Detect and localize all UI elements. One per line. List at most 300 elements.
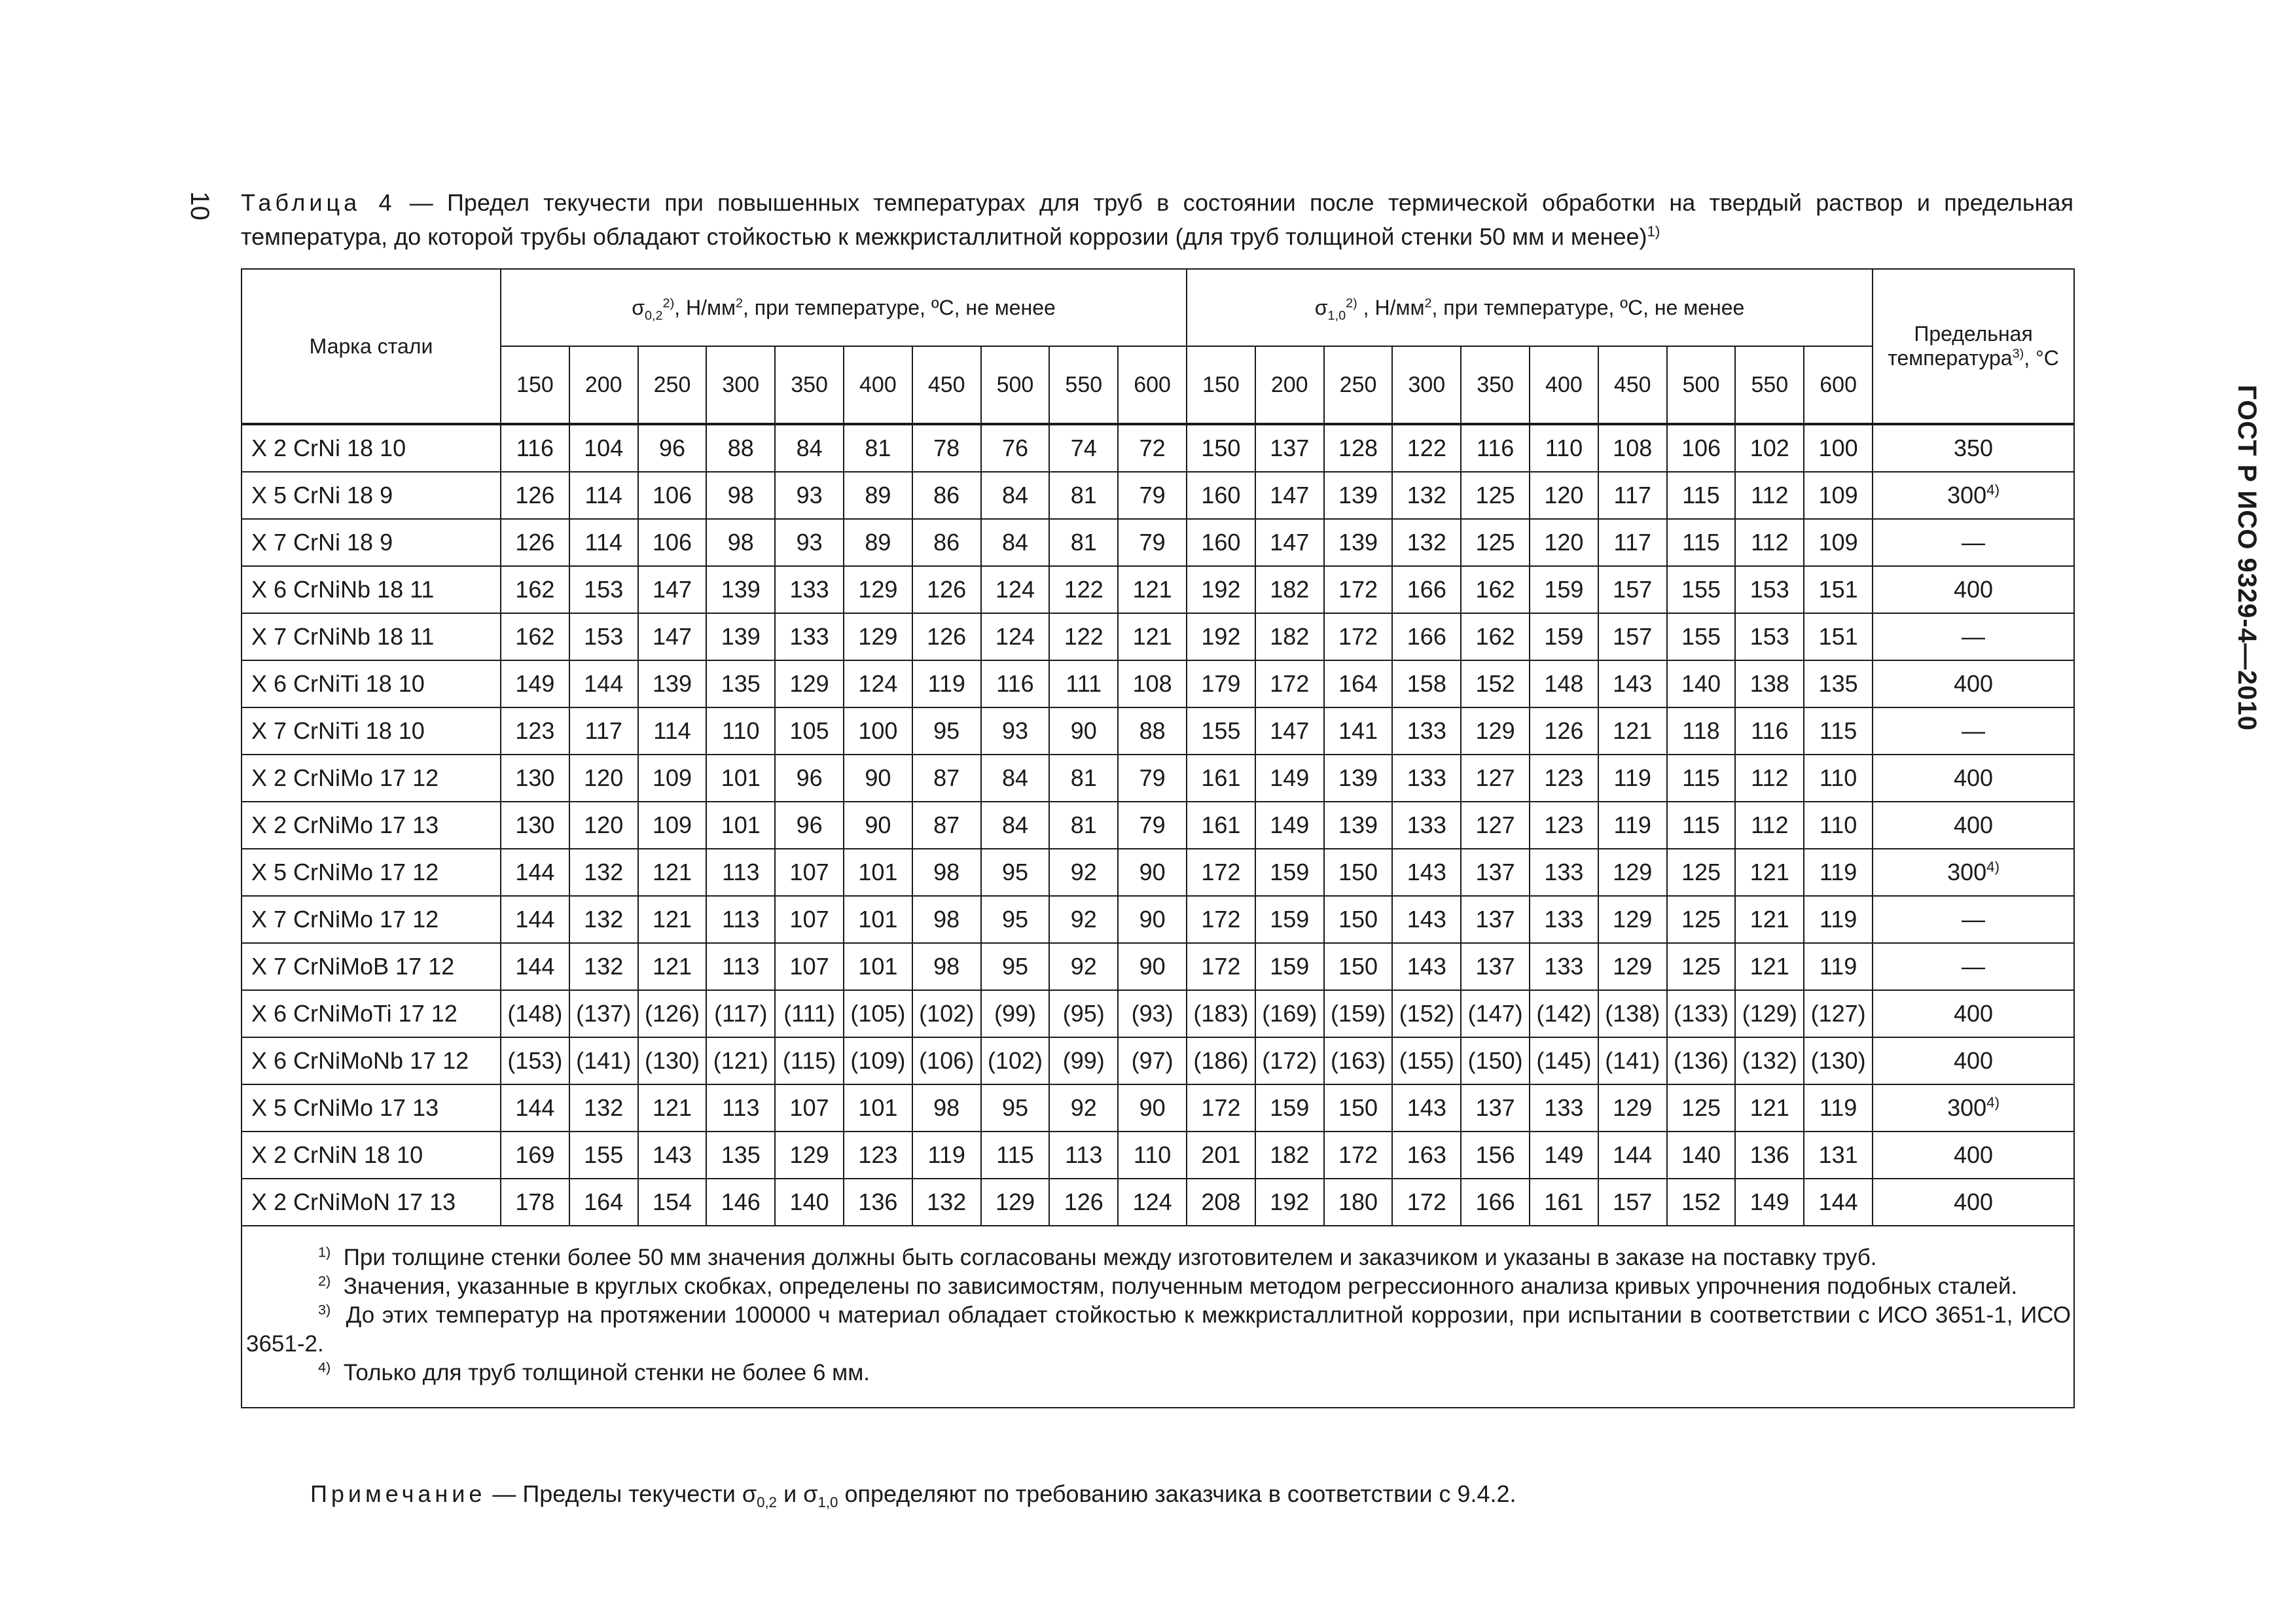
s02-value-cell: 72 <box>1118 424 1187 472</box>
steel-grade-cell: X 6 CrNiMoNb 17 12 <box>242 1037 501 1084</box>
limit-temperature-cell: 400 <box>1873 802 2074 849</box>
s02-value-cell: 78 <box>912 424 981 472</box>
s10-value-cell: 115 <box>1667 802 1736 849</box>
s02-value-cell: 143 <box>638 1132 707 1179</box>
s10-value-cell: 119 <box>1598 802 1667 849</box>
s02-value-cell: 90 <box>844 802 912 849</box>
limit-temperature-cell: — <box>1873 896 2074 943</box>
s10-value-cell: 126 <box>1530 707 1598 755</box>
s10-value-cell: 182 <box>1255 1132 1324 1179</box>
s10-value-cell: 137 <box>1461 849 1530 896</box>
s10-value-cell: 172 <box>1324 566 1393 613</box>
s02-value-cell: 178 <box>501 1179 569 1226</box>
s02-value-cell: 122 <box>1049 613 1118 660</box>
s02-value-cell: 93 <box>775 472 844 519</box>
steel-grade-cell: X 5 CrNiMo 17 13 <box>242 1084 501 1132</box>
s10-value-cell: 137 <box>1461 1084 1530 1132</box>
s02-value-cell: 101 <box>844 943 912 990</box>
s10-value-cell: 151 <box>1804 613 1873 660</box>
s02-value-cell: 162 <box>501 613 569 660</box>
s10-value-cell: 159 <box>1255 896 1324 943</box>
s10-value-cell: 121 <box>1735 896 1804 943</box>
s10-value-cell: 150 <box>1324 849 1393 896</box>
s02-value-cell: 153 <box>569 613 638 660</box>
s10-value-cell: 158 <box>1392 660 1461 707</box>
s10-value-cell: 155 <box>1667 566 1736 613</box>
document-title-vertical: ГОСТ Р ИСО 9329-4—2010 <box>2232 385 2261 731</box>
s10-value-cell: 133 <box>1392 802 1461 849</box>
s02-value-cell: 135 <box>706 1132 775 1179</box>
s02-value-cell: 86 <box>912 519 981 566</box>
s02-value-cell: 98 <box>912 849 981 896</box>
s02-value-cell: 95 <box>981 896 1050 943</box>
s02-value-cell: 114 <box>569 472 638 519</box>
s10-value-cell: 110 <box>1530 424 1598 472</box>
s02-value-cell: 84 <box>981 755 1050 802</box>
s02-value-cell: 104 <box>569 424 638 472</box>
s02-value-cell: 126 <box>501 472 569 519</box>
s02-value-cell: 93 <box>775 519 844 566</box>
s02-value-cell: 110 <box>706 707 775 755</box>
s02-value-cell: 113 <box>706 896 775 943</box>
s10-value-cell: 192 <box>1187 613 1255 660</box>
s02-value-cell: 81 <box>1049 755 1118 802</box>
s10-value-cell: 117 <box>1598 472 1667 519</box>
temp-header-s10-150: 150 <box>1187 346 1255 424</box>
header-temperatures-row <box>242 346 2074 424</box>
steel-grade-cell: X 2 CrNiMo 17 13 <box>242 802 501 849</box>
table-row <box>242 990 2074 1037</box>
s02-value-cell: (93) <box>1118 990 1187 1037</box>
s02-value-cell: 144 <box>569 660 638 707</box>
s10-value-cell: 149 <box>1530 1132 1598 1179</box>
s10-value-cell: 143 <box>1598 660 1667 707</box>
s10-value-cell: 180 <box>1324 1179 1393 1226</box>
s10-value-cell: (133) <box>1667 990 1736 1037</box>
steel-grade-cell: X 7 CrNiMoB 17 12 <box>242 943 501 990</box>
s10-value-cell: 121 <box>1735 849 1804 896</box>
s10-value-cell: 161 <box>1187 755 1255 802</box>
s10-value-cell: 108 <box>1598 424 1667 472</box>
s10-value-cell: 129 <box>1598 896 1667 943</box>
s10-value-cell: (141) <box>1598 1037 1667 1084</box>
s02-value-cell: 98 <box>706 472 775 519</box>
s10-value-cell: 133 <box>1530 943 1598 990</box>
s10-value-cell: (169) <box>1255 990 1324 1037</box>
s10-value-cell: 139 <box>1324 519 1393 566</box>
temp-header-s10-450: 450 <box>1598 346 1667 424</box>
s02-value-cell: 90 <box>1118 943 1187 990</box>
s10-value-cell: 172 <box>1324 1132 1393 1179</box>
limit-temperature-cell: 300$^{4)}$ <box>1873 472 2074 519</box>
s02-value-cell: 140 <box>775 1179 844 1226</box>
temp-header-s10-400: 400 <box>1530 346 1598 424</box>
s02-value-cell: 115 <box>981 1132 1050 1179</box>
s10-value-cell: 119 <box>1804 849 1873 896</box>
temp-header-s02-200: 200 <box>569 346 638 424</box>
s10-value-cell: 115 <box>1667 755 1736 802</box>
s02-value-cell: 84 <box>775 424 844 472</box>
temp-header-s10-500: 500 <box>1667 346 1736 424</box>
limit-temperature-cell: 400 <box>1873 1179 2074 1226</box>
s02-value-cell: (109) <box>844 1037 912 1084</box>
s02-value-cell: 124 <box>981 566 1050 613</box>
limit-temperature-cell: — <box>1873 943 2074 990</box>
s10-value-cell: 159 <box>1530 566 1598 613</box>
table-row <box>242 943 2074 990</box>
s10-value-cell: 153 <box>1735 566 1804 613</box>
s02-value-cell: 111 <box>1049 660 1118 707</box>
s02-value-cell: 132 <box>569 849 638 896</box>
s10-value-cell: 140 <box>1667 660 1736 707</box>
table-row <box>242 755 2074 802</box>
s10-value-cell: 119 <box>1804 1084 1873 1132</box>
s10-value-cell: 110 <box>1804 802 1873 849</box>
s10-value-cell: 149 <box>1735 1179 1804 1226</box>
s10-value-cell: 155 <box>1187 707 1255 755</box>
s10-value-cell: 144 <box>1598 1132 1667 1179</box>
s10-value-cell: (130) <box>1804 1037 1873 1084</box>
limit-temperature-cell: — <box>1873 519 2074 566</box>
header-row-1 <box>242 269 2074 346</box>
s10-value-cell: 125 <box>1667 1084 1736 1132</box>
temp-header-s02-550: 550 <box>1049 346 1118 424</box>
s10-value-cell: (150) <box>1461 1037 1530 1084</box>
s02-value-cell: 132 <box>569 943 638 990</box>
s10-value-cell: 179 <box>1187 660 1255 707</box>
s10-value-cell: 117 <box>1598 519 1667 566</box>
s02-value-cell: 106 <box>638 519 707 566</box>
s02-value-cell: 129 <box>844 613 912 660</box>
s10-value-cell: 159 <box>1255 943 1324 990</box>
steel-grade-cell: X 7 CrNi 18 9 <box>242 519 501 566</box>
s10-value-cell: 109 <box>1804 519 1873 566</box>
s02-value-cell: (99) <box>981 990 1050 1037</box>
s10-value-cell: 119 <box>1804 943 1873 990</box>
s10-value-cell: 139 <box>1324 755 1393 802</box>
s02-value-cell: 101 <box>844 1084 912 1132</box>
temp-header-s02-350: 350 <box>775 346 844 424</box>
s10-value-cell: 139 <box>1324 472 1393 519</box>
s02-value-cell: 105 <box>775 707 844 755</box>
s02-value-cell: 79 <box>1118 802 1187 849</box>
s10-value-cell: 127 <box>1461 755 1530 802</box>
s10-value-cell: 100 <box>1804 424 1873 472</box>
s02-value-cell: 119 <box>912 660 981 707</box>
s02-value-cell: 98 <box>912 943 981 990</box>
s10-value-cell: 125 <box>1461 472 1530 519</box>
table-row <box>242 802 2074 849</box>
s02-value-cell: (117) <box>706 990 775 1037</box>
s02-value-cell: 135 <box>706 660 775 707</box>
s02-value-cell: 113 <box>706 849 775 896</box>
s10-value-cell: 156 <box>1461 1132 1530 1179</box>
s02-value-cell: 101 <box>706 755 775 802</box>
s10-value-cell: 116 <box>1735 707 1804 755</box>
s02-value-cell: 130 <box>501 755 569 802</box>
footnote-1: $^{1)}$ При толщине стенки более 50 мм значения должны быть согласованы между изготовителем и заказчиком и указаны в заказе на поставку труб. <box>318 1243 1877 1270</box>
s10-value-cell: 106 <box>1667 424 1736 472</box>
s10-value-cell: 132 <box>1392 519 1461 566</box>
s02-value-cell: 114 <box>569 519 638 566</box>
note-label: Примечание <box>310 1480 486 1507</box>
s10-value-cell: 151 <box>1804 566 1873 613</box>
s10-value-cell: 112 <box>1735 519 1804 566</box>
s10-value-cell: 159 <box>1255 1084 1324 1132</box>
s02-value-cell: (102) <box>981 1037 1050 1084</box>
s02-value-cell: 113 <box>706 943 775 990</box>
caption-text: — Предел текучести при повышенных температурах для труб в состоянии после термической обработки на твердый раствор и предельная температура, до которой трубы обладают стойкостью к межкристаллитной коррозии (для труб толщиной стенки 50 мм и менее) <box>241 189 2073 250</box>
s02-value-cell: 74 <box>1049 424 1118 472</box>
temp-header-s10-550: 550 <box>1735 346 1804 424</box>
s10-value-cell: 150 <box>1324 896 1393 943</box>
s10-value-cell: 119 <box>1804 896 1873 943</box>
s10-value-cell: 137 <box>1255 424 1324 472</box>
s02-value-cell: 169 <box>501 1132 569 1179</box>
steel-grade-cell: X 6 CrNiNb 18 11 <box>242 566 501 613</box>
s02-value-cell: 129 <box>981 1179 1050 1226</box>
s10-value-cell: 143 <box>1392 943 1461 990</box>
s10-value-cell: 162 <box>1461 566 1530 613</box>
s02-value-cell: 93 <box>981 707 1050 755</box>
s10-value-cell: 140 <box>1667 1132 1736 1179</box>
temp-header-s02-500: 500 <box>981 346 1050 424</box>
table-row <box>242 707 2074 755</box>
s02-value-cell: 126 <box>501 519 569 566</box>
s02-value-cell: 132 <box>569 1084 638 1132</box>
header-sigma-10: $\sigma_{1,0}^{2)}$ , $Н/мм^2$, при температуре, ºС, не менее <box>1187 269 1873 346</box>
s10-value-cell: 172 <box>1324 613 1393 660</box>
steel-grade-cell: X 2 CrNiN 18 10 <box>242 1132 501 1179</box>
s10-value-cell: 149 <box>1255 802 1324 849</box>
s02-value-cell: (137) <box>569 990 638 1037</box>
s02-value-cell: 81 <box>844 424 912 472</box>
s02-value-cell: 90 <box>1118 1084 1187 1132</box>
s10-value-cell: 164 <box>1324 660 1393 707</box>
s02-value-cell: 87 <box>912 755 981 802</box>
temp-header-s02-450: 450 <box>912 346 981 424</box>
s02-value-cell: 149 <box>501 660 569 707</box>
s10-value-cell: 118 <box>1667 707 1736 755</box>
s02-value-cell: 89 <box>844 519 912 566</box>
limit-footnote-ref: 4) <box>1986 859 2000 875</box>
s02-value-cell: (111) <box>775 990 844 1037</box>
s10-value-cell: 149 <box>1255 755 1324 802</box>
s02-value-cell: 84 <box>981 519 1050 566</box>
s10-value-cell: 138 <box>1735 660 1804 707</box>
s10-value-cell: 102 <box>1735 424 1804 472</box>
limit-temperature-cell: 400 <box>1873 660 2074 707</box>
steel-grade-cell: X 2 CrNiMoN 17 13 <box>242 1179 501 1226</box>
s10-value-cell: 133 <box>1392 755 1461 802</box>
limit-temperature-cell: — <box>1873 613 2074 660</box>
caption-label: Таблица 4 <box>241 189 396 216</box>
limit-footnote-ref: 4) <box>1986 482 2000 498</box>
s02-value-cell: 113 <box>1049 1132 1118 1179</box>
s10-value-cell: 131 <box>1804 1132 1873 1179</box>
page-number: 10 <box>185 191 214 221</box>
s10-value-cell: 150 <box>1324 1084 1393 1132</box>
s10-value-cell: 127 <box>1461 802 1530 849</box>
s10-value-cell: (129) <box>1735 990 1804 1037</box>
table-row <box>242 1132 2074 1179</box>
s02-value-cell: 101 <box>844 896 912 943</box>
table-row <box>242 896 2074 943</box>
s02-value-cell: 155 <box>569 1132 638 1179</box>
s10-value-cell: 147 <box>1255 472 1324 519</box>
s02-value-cell: (141) <box>569 1037 638 1084</box>
s02-value-cell: 81 <box>1049 802 1118 849</box>
s02-value-cell: 98 <box>912 1084 981 1132</box>
s02-value-cell: 132 <box>912 1179 981 1226</box>
s02-value-cell: 86 <box>912 472 981 519</box>
footnote-2: $^{2)}$ Значения, указанные в круглых скобках, определены по зависимостям, полученным методом регрессионного анализа кривых упрочнения подобных сталей. <box>318 1272 2018 1299</box>
limit-temperature-cell: 300$^{4)}$ <box>1873 849 2074 896</box>
s02-value-cell: 129 <box>775 1132 844 1179</box>
s10-value-cell: 135 <box>1804 660 1873 707</box>
table-row <box>242 613 2074 660</box>
s10-value-cell: 115 <box>1804 707 1873 755</box>
s10-value-cell: 172 <box>1187 896 1255 943</box>
s02-value-cell: (105) <box>844 990 912 1037</box>
s10-value-cell: 161 <box>1187 802 1255 849</box>
s02-value-cell: 96 <box>775 755 844 802</box>
s02-value-cell: 88 <box>706 424 775 472</box>
s10-value-cell: 152 <box>1667 1179 1736 1226</box>
s10-value-cell: 157 <box>1598 566 1667 613</box>
s02-value-cell: (148) <box>501 990 569 1037</box>
s02-value-cell: 84 <box>981 802 1050 849</box>
s02-value-cell: 132 <box>569 896 638 943</box>
s10-value-cell: (155) <box>1392 1037 1461 1084</box>
s10-value-cell: 143 <box>1392 849 1461 896</box>
limit-temperature-cell: — <box>1873 707 2074 755</box>
s10-value-cell: (142) <box>1530 990 1598 1037</box>
s02-value-cell: 144 <box>501 943 569 990</box>
s02-value-cell: 126 <box>1049 1179 1118 1226</box>
s10-value-cell: 139 <box>1324 802 1393 849</box>
limit-temperature-cell: 300$^{4)}$ <box>1873 1084 2074 1132</box>
temp-header-s02-250: 250 <box>638 346 707 424</box>
s10-value-cell: (145) <box>1530 1037 1598 1084</box>
limit-temperature-cell: 400 <box>1873 566 2074 613</box>
s02-value-cell: 147 <box>638 566 707 613</box>
s02-value-cell: 139 <box>638 660 707 707</box>
s10-value-cell: 112 <box>1735 802 1804 849</box>
s10-value-cell: 129 <box>1598 849 1667 896</box>
s02-value-cell: 90 <box>844 755 912 802</box>
s10-value-cell: 182 <box>1255 613 1324 660</box>
s02-value-cell: 144 <box>501 1084 569 1132</box>
s10-value-cell: 120 <box>1530 519 1598 566</box>
s02-value-cell: 122 <box>1049 566 1118 613</box>
s02-value-cell: (121) <box>706 1037 775 1084</box>
limit-temperature-cell: 400 <box>1873 990 2074 1037</box>
s02-value-cell: 100 <box>844 707 912 755</box>
s02-value-cell: 126 <box>912 613 981 660</box>
s02-value-cell: 95 <box>981 1084 1050 1132</box>
s02-value-cell: 130 <box>501 802 569 849</box>
s02-value-cell: 129 <box>775 660 844 707</box>
s10-value-cell: (136) <box>1667 1037 1736 1084</box>
s02-value-cell: 147 <box>638 613 707 660</box>
s10-value-cell: (127) <box>1804 990 1873 1037</box>
yield-strength-table <box>241 268 2075 1408</box>
footnote-3: $^{3)}$ До этих температур на протяжении 100000 ч материал обладает стойкостью к межкристаллитной коррозии, при испытании в соответствии с ИСО 3651-1, ИСО 3651-2. <box>246 1301 2072 1357</box>
s02-value-cell: 79 <box>1118 472 1187 519</box>
s10-value-cell: 153 <box>1735 613 1804 660</box>
steel-grade-cell: X 7 CrNiTi 18 10 <box>242 707 501 755</box>
s02-value-cell: 106 <box>638 472 707 519</box>
temp-header-s02-600: 600 <box>1118 346 1187 424</box>
s10-value-cell: 201 <box>1187 1132 1255 1179</box>
table-note: Примечание — Пределы текучести $\sigma_{0,2}$ и $\sigma_{1,0}$ определяют по требованию заказчика в соответствии с 9.4.2. <box>310 1480 1516 1511</box>
s10-value-cell: 120 <box>1530 472 1598 519</box>
s02-value-cell: 119 <box>912 1132 981 1179</box>
s10-value-cell: 182 <box>1255 566 1324 613</box>
table-row <box>242 472 2074 519</box>
s10-value-cell: (132) <box>1735 1037 1804 1084</box>
s10-value-cell: 133 <box>1392 707 1461 755</box>
s02-value-cell: (126) <box>638 990 707 1037</box>
s10-value-cell: 192 <box>1255 1179 1324 1226</box>
s10-value-cell: 109 <box>1804 472 1873 519</box>
s02-value-cell: 81 <box>1049 519 1118 566</box>
limit-footnote-ref: 4) <box>1986 1094 2000 1111</box>
s10-value-cell: 115 <box>1667 472 1736 519</box>
s02-value-cell: 98 <box>912 896 981 943</box>
s02-value-cell: 121 <box>638 943 707 990</box>
s10-value-cell: 121 <box>1735 943 1804 990</box>
s02-value-cell: 92 <box>1049 896 1118 943</box>
s10-value-cell: 172 <box>1187 849 1255 896</box>
s02-value-cell: 92 <box>1049 849 1118 896</box>
s10-value-cell: 137 <box>1461 896 1530 943</box>
s02-value-cell: 123 <box>501 707 569 755</box>
s10-value-cell: 128 <box>1324 424 1393 472</box>
s10-value-cell: 132 <box>1392 472 1461 519</box>
s10-value-cell: 192 <box>1187 566 1255 613</box>
s02-value-cell: 144 <box>501 849 569 896</box>
temp-header-s02-150: 150 <box>501 346 569 424</box>
s02-value-cell: 121 <box>638 1084 707 1132</box>
s02-value-cell: 101 <box>844 849 912 896</box>
s10-value-cell: 166 <box>1461 1179 1530 1226</box>
s10-value-cell: 150 <box>1187 424 1255 472</box>
s02-value-cell: 117 <box>569 707 638 755</box>
s02-value-cell: 121 <box>1118 566 1187 613</box>
s02-value-cell: 144 <box>501 896 569 943</box>
s02-value-cell: 153 <box>569 566 638 613</box>
s10-value-cell: 143 <box>1392 1084 1461 1132</box>
steel-grade-cell: X 2 CrNiMo 17 12 <box>242 755 501 802</box>
s02-value-cell: 121 <box>638 896 707 943</box>
temp-header-s10-200: 200 <box>1255 346 1324 424</box>
s02-value-cell: 109 <box>638 802 707 849</box>
steel-grade-cell: X 7 CrNiMo 17 12 <box>242 896 501 943</box>
table-row <box>242 1084 2074 1132</box>
s02-value-cell: 108 <box>1118 660 1187 707</box>
steel-grade-cell: X 7 CrNiNb 18 11 <box>242 613 501 660</box>
s02-value-cell: 90 <box>1118 849 1187 896</box>
caption-footnote-ref: 1) <box>1647 223 1660 240</box>
s10-value-cell: 136 <box>1735 1132 1804 1179</box>
s10-value-cell: 157 <box>1598 613 1667 660</box>
s10-value-cell: 150 <box>1324 943 1393 990</box>
s10-value-cell: 159 <box>1530 613 1598 660</box>
table-row <box>242 849 2074 896</box>
s02-value-cell: 95 <box>912 707 981 755</box>
